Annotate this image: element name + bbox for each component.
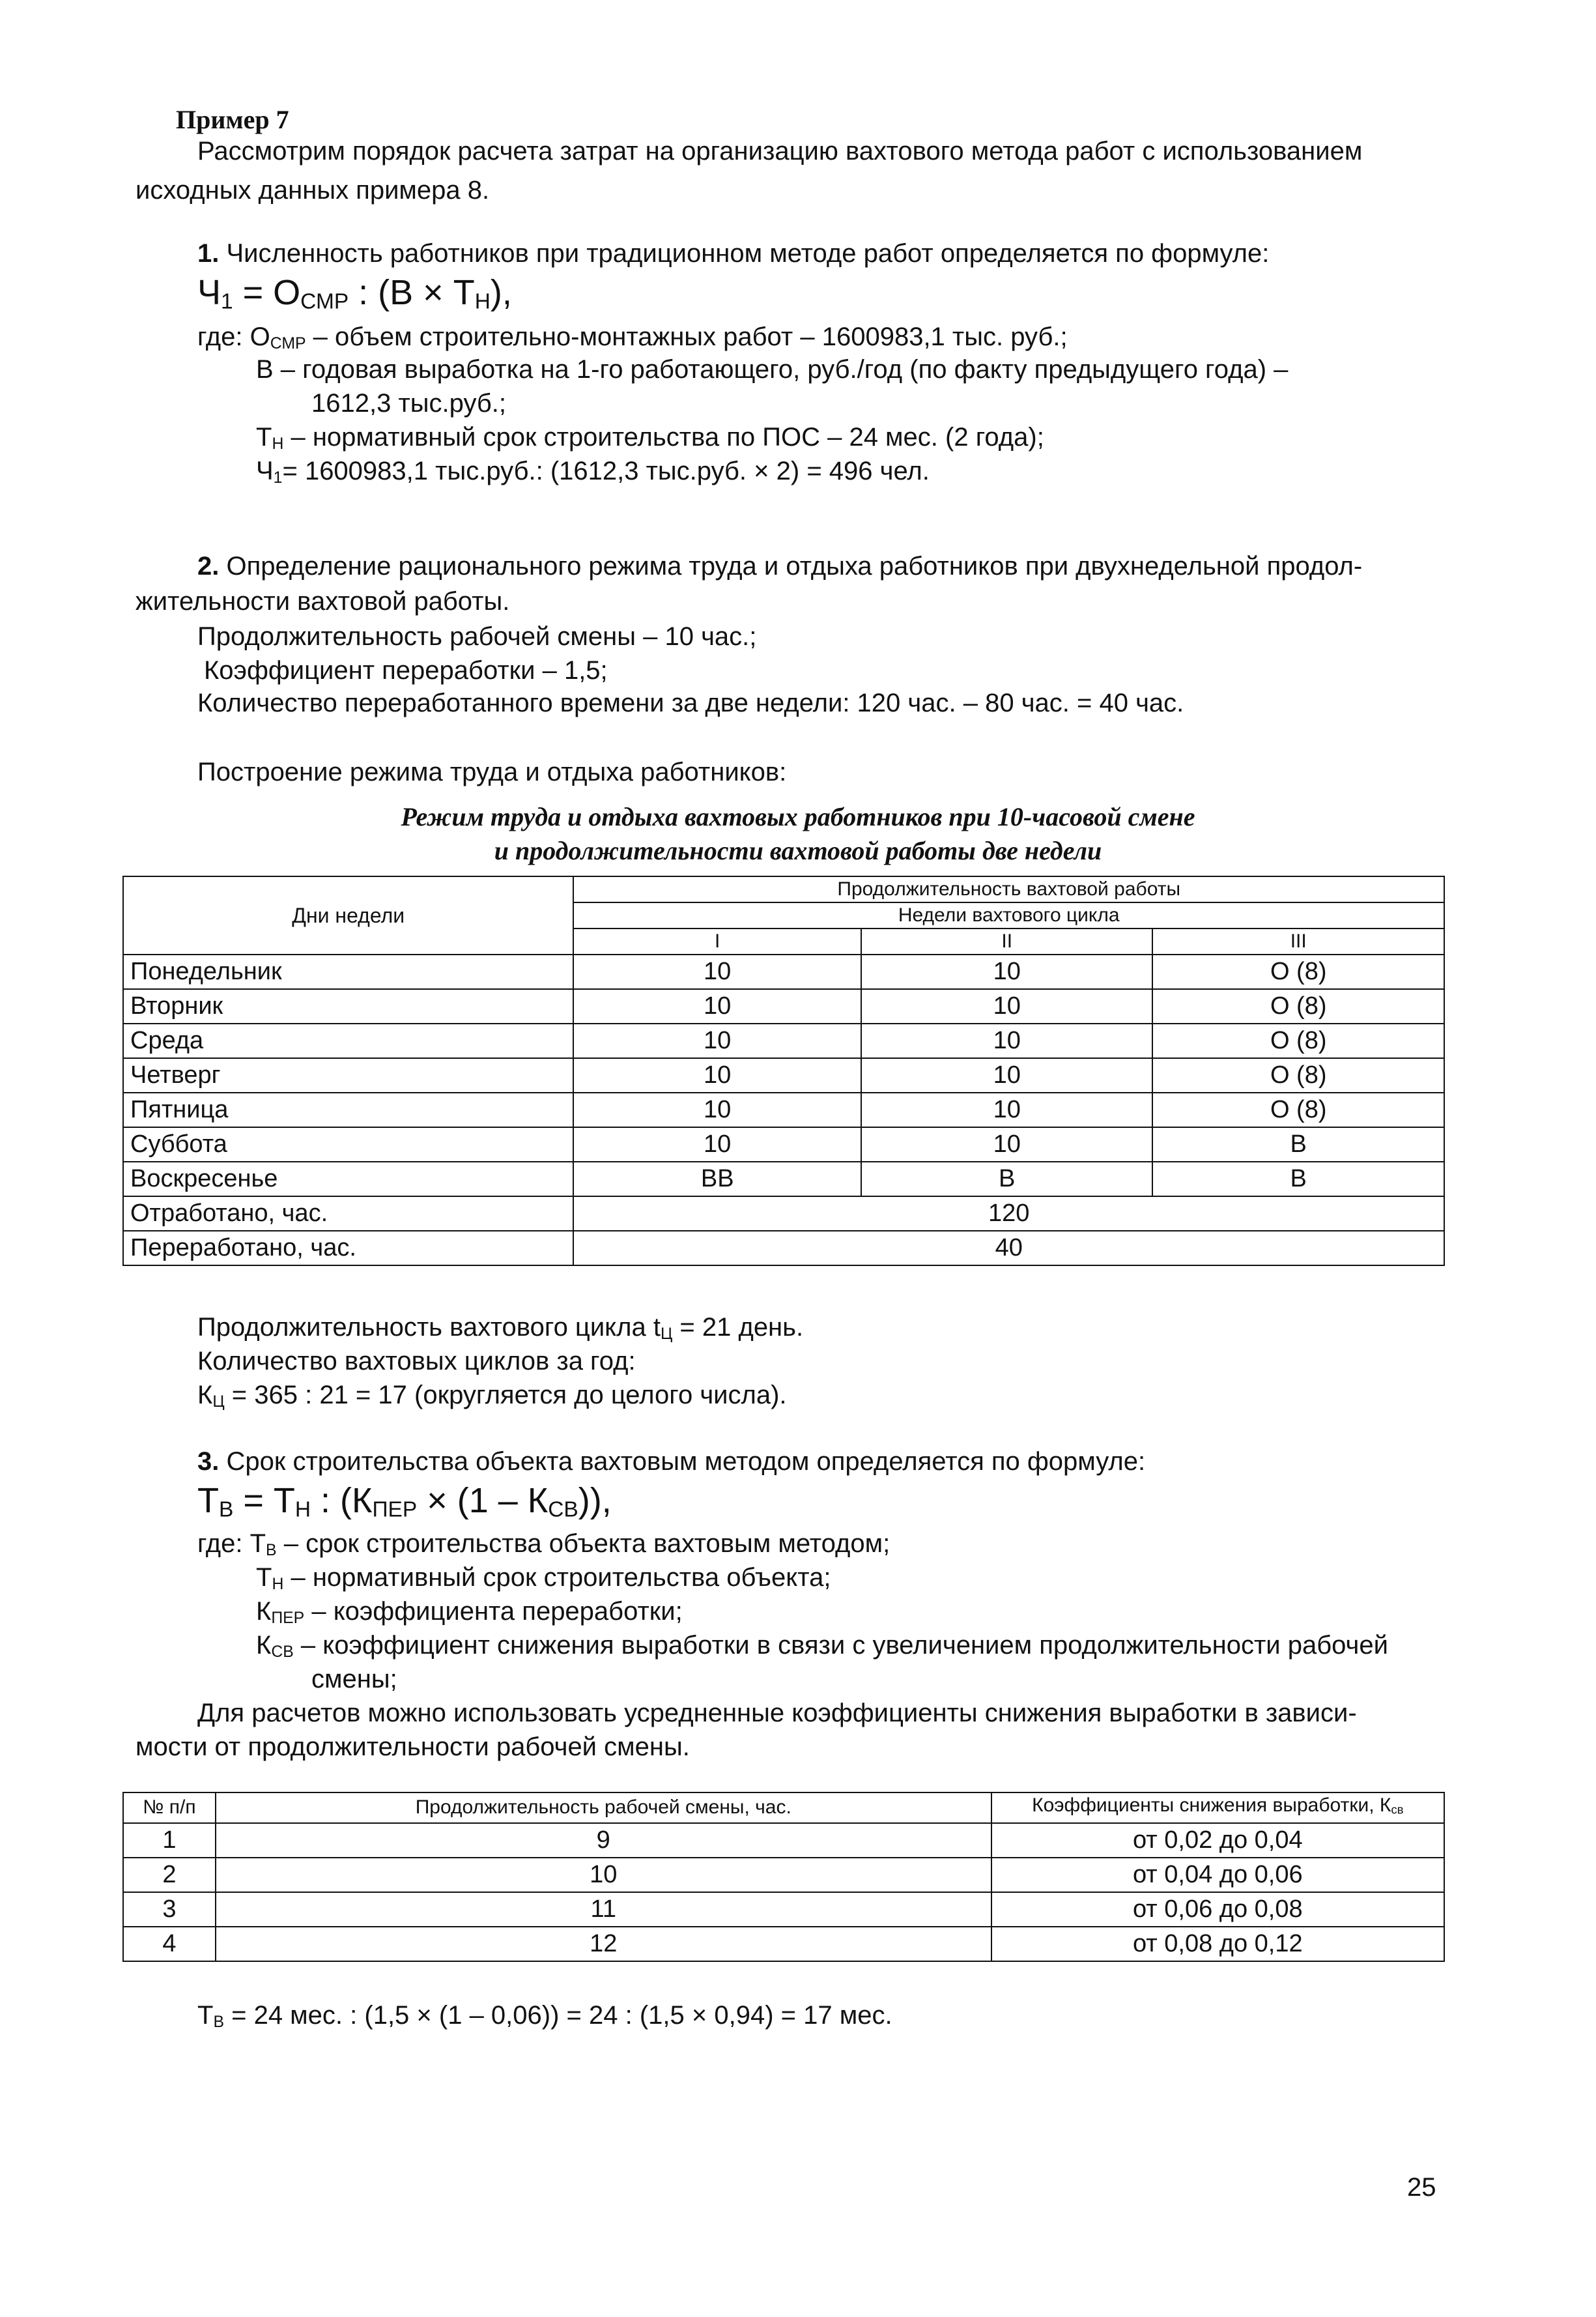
page-number: 25: [1407, 2173, 1436, 2202]
averaging-note-line-1: Для расчетов можно использовать усредненные коэффициенты снижения выработки в зависи-: [197, 1699, 1357, 1727]
section-1-number: 1.: [197, 239, 220, 268]
final-calculation: ТВ = 24 мес. : (1,5 × (1 – 0,06)) = 24 : (1,5 × 0,94) = 17 мес.: [197, 2001, 892, 2031]
formula-duration: $Т_В = Т_Н$ : $(К_{ПЕР} \times (1 - К_{СВ}))$,: [197, 1481, 612, 1522]
cycle-duration: Продолжительность вахтового цикла tЦ = 21 день.: [197, 1313, 804, 1343]
section-1-text: Численность работников при традиционном методе работ определяется по формуле:: [226, 239, 1270, 268]
table-row: 3 11 от 0,06 до 0,08: [123, 1892, 1444, 1927]
formula-workers: $Ч_1 = О_{СМР}$ : $(В \times Т_Н)$,: [197, 273, 512, 314]
schedule-intro: Построение режима труда и отдыха работников:: [197, 758, 787, 786]
section-3-heading: 3. Срок строительства объекта вахтовым методом определяется по формуле:: [197, 1447, 1146, 1476]
s3-where-3: КПЕР – коэффициента переработки;: [256, 1597, 683, 1627]
table-row: Среда 10 10 О (8): [123, 1024, 1444, 1058]
table-row: 4 12 от 0,08 до 0,12: [123, 1927, 1444, 1961]
coefficient-table: [122, 1792, 1445, 1962]
header-number: № п/п: [123, 1792, 216, 1823]
section-1-heading: [197, 236, 1269, 271]
table-row: 2 10 от 0,04 до 0,06: [123, 1858, 1444, 1892]
header-shift-duration: Продолжительность рабочей смены, час.: [216, 1792, 991, 1823]
cycles-per-year: КЦ = 365 : 21 = 17 (округляется до целого числа).: [197, 1381, 787, 1411]
header-week-1: I: [573, 928, 861, 955]
header-coefficient: Коэффициенты снижения выработки, Ксв: [991, 1792, 1444, 1823]
header-duration: Продолжительность вахтовой работы: [573, 876, 1444, 902]
where-line-2b: 1612,3 тыс.руб.;: [311, 389, 507, 418]
header-week-2: II: [861, 928, 1153, 955]
header-weeks: Недели вахтового цикла: [573, 902, 1444, 928]
shift-duration: Продолжительность рабочей смены – 10 час.;: [197, 622, 757, 651]
table-row: Четверг 10 10 О (8): [123, 1058, 1444, 1093]
header-week-3: III: [1152, 928, 1444, 955]
where-line-1: где: ОСМР – объем строительно-монтажных работ – 1600983,1 тыс. руб.;: [197, 323, 1068, 353]
s3-where-2: ТН – нормативный срок строительства объекта;: [256, 1563, 831, 1593]
workers-result: Ч1= 1600983,1 тыс.руб.: (1612,3 тыс.руб. × 2) = 496 чел.: [256, 457, 930, 487]
table-row: Суббота 10 10 В: [123, 1127, 1444, 1162]
cycles-per-year-label: Количество вахтовых циклов за год:: [197, 1347, 636, 1375]
table-row-worked: Отработано, час. 120: [123, 1196, 1444, 1231]
intro-line-1: Рассмотрим порядок расчета затрат на организацию вахтового метода работ с использованием: [197, 137, 1363, 166]
where-line-2: В – годовая выработка на 1-го работающего, руб./год (по факту предыдущего года) –: [256, 355, 1289, 384]
table-row: Понедельник 10 10 О (8): [123, 955, 1444, 989]
table-row: 1 9 от 0,02 до 0,04: [123, 1823, 1444, 1858]
table-row: Пятница 10 10 О (8): [123, 1093, 1444, 1127]
s3-where-4: КСВ – коэффициент снижения выработки в связи с увеличением продолжительности рабочей: [256, 1631, 1388, 1661]
section-2-number: 2.: [197, 552, 220, 581]
averaging-note-line-2: мости от продолжительности рабочей смены.: [135, 1733, 690, 1761]
table-row: Воскресенье ВВ В В: [123, 1162, 1444, 1196]
intro-line-2: исходных данных примера 8.: [135, 176, 490, 205]
table-1-caption-line-1: Режим труда и отдыха вахтовых работников при 10-часовой смене: [401, 802, 1195, 831]
where-line-3: ТН – нормативный срок строительства по ПОС – 24 мес. (2 года);: [256, 423, 1044, 453]
table-1-caption-line-2: и продолжительности вахтовой работы две недели: [494, 836, 1102, 865]
example-title: Пример 7: [176, 105, 289, 134]
section-3-number: 3.: [197, 1447, 220, 1476]
section-2-line-1: 2. Определение рационального режима труда и отдыха работников при двухнедельной продол-: [197, 552, 1363, 581]
header-days: Дни недели: [123, 876, 573, 955]
table-row: Вторник 10 10 О (8): [123, 989, 1444, 1024]
table-row-overtime: Переработано, час. 40: [123, 1231, 1444, 1265]
work-rest-schedule-table: [122, 876, 1445, 1266]
section-2-line-2: жительности вахтовой работы.: [135, 587, 510, 616]
s3-where-4-cont: смены;: [311, 1665, 397, 1693]
s3-where-1: где: ТВ – срок строительства объекта вахтовым методом;: [197, 1529, 891, 1559]
overtime-total: Количество переработанного времени за две недели: 120 час. – 80 час. = 40 час.: [197, 689, 1184, 717]
overtime-coefficient: Коэффициент переработки – 1,5;: [204, 656, 608, 685]
